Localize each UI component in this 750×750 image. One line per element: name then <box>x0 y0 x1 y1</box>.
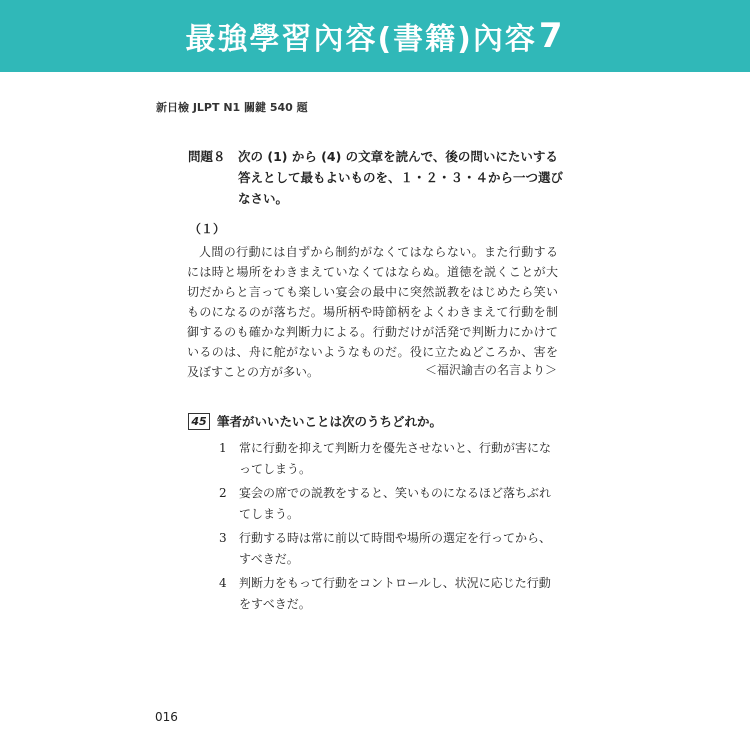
question-number-box: 45 <box>188 413 210 430</box>
option-text: 宴会の席での説教をすると、笑いものになるほど落ちぶれてしまう。 <box>239 486 552 521</box>
header-banner <box>0 0 750 72</box>
passage-label: （１） <box>189 222 226 236</box>
running-head: 新日檢 JLPT N1 關鍵 540 題 <box>156 101 308 114</box>
page-number: 016 <box>155 710 178 724</box>
option-3 <box>188 528 568 573</box>
option-number: 1 <box>219 441 227 455</box>
option-4 <box>188 573 568 618</box>
instruction-text: 次の (1) から (4) の文章を読んで、後の問いにたいする答えとして最もよいものを、１・２・３・４から一つ選びなさい。 <box>238 149 564 206</box>
option-1 <box>188 438 568 483</box>
banner-title: 最強學習內容(書籍)內容 <box>185 22 537 57</box>
passage-text: 人間の行動には自ずから制約がなくてはならない。また行動するには時と場所をわきまえていなくてはならぬ。道徳を説くことが大切だからと言っても楽しい宴会の最中に突然説教をはじめたら笑いものになるのが落ちだ。場所柄や時節柄をよくわきまえて行動を制御するのも確かな判断力による。行動だけが活発で判断力にかけているのは、舟に舵がないようなものだ。役に立たぬどころか、害を及ぼすことの方が多い。 <box>187 245 558 379</box>
option-number: 4 <box>219 576 227 590</box>
option-text: 判断力をもって行動をコントロールし、状況に応じた行動をすべきだ。 <box>239 576 551 611</box>
question-stem: 筆者がいいたいことは次のうちどれか。 <box>217 414 443 429</box>
option-2 <box>188 483 568 528</box>
instruction <box>188 146 568 209</box>
instruction-label: 問題８ <box>188 149 226 164</box>
option-number: 2 <box>219 486 227 500</box>
passage-source: ＜福沢諭吉の名言より＞ <box>424 363 557 377</box>
banner-number: 7 <box>538 16 565 56</box>
option-text: 行動する時は常に前以て時間や場所の選定を行ってから、すべきだ。 <box>239 531 552 566</box>
option-number: 3 <box>219 531 227 545</box>
option-list <box>188 438 568 618</box>
option-text: 常に行動を抑えて判断力を優先させないと、行動が害になってしまう。 <box>239 441 552 476</box>
